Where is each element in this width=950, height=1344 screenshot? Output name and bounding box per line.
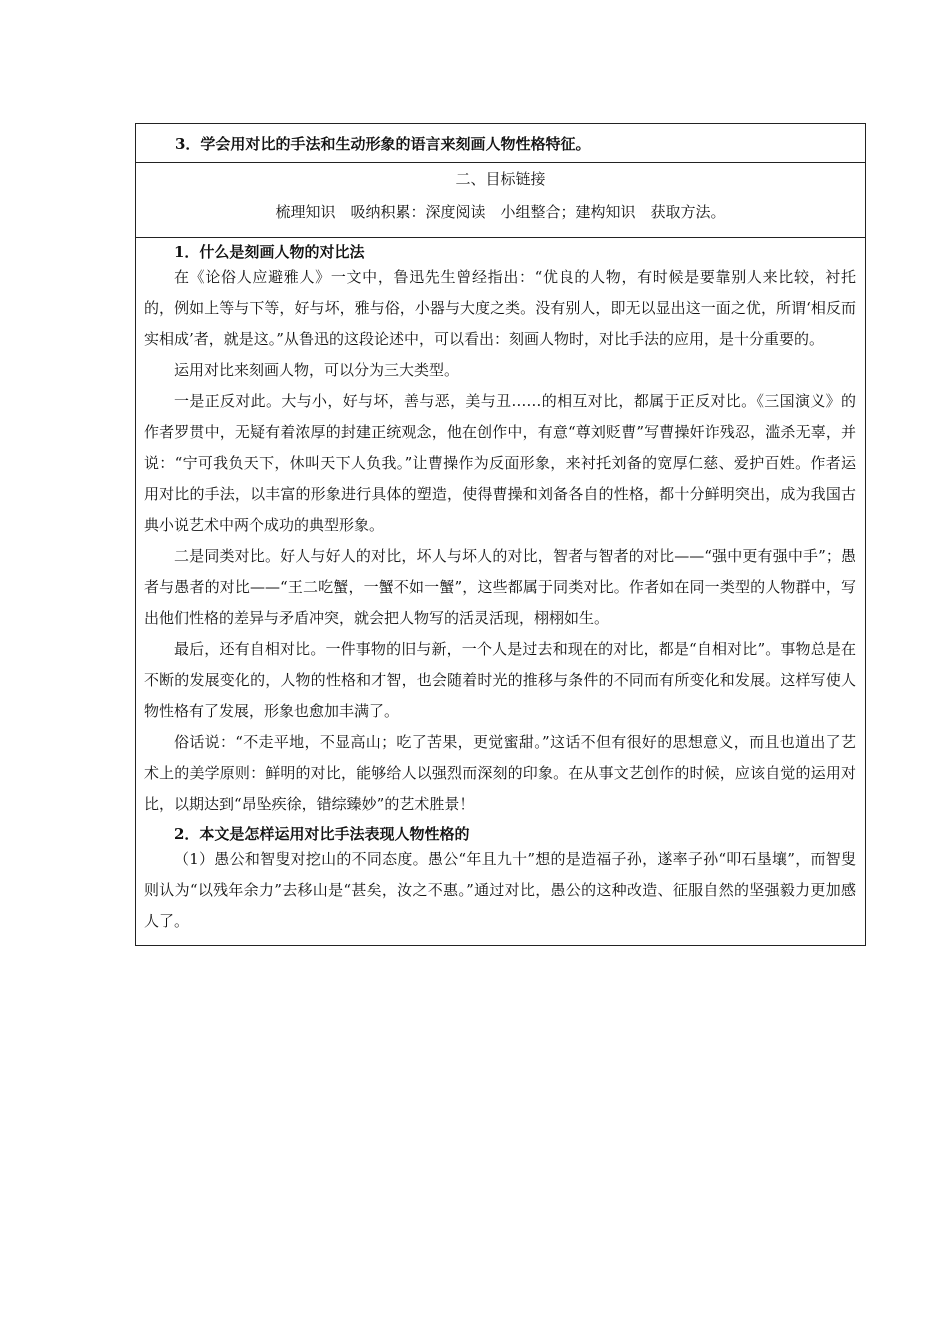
objective-row	[136, 124, 865, 163]
section-header-row	[136, 163, 865, 238]
part2-heading: 2．本文是怎样运用对比手法表现人物性格的	[174, 825, 470, 843]
part1-paragraph-5: 最后，还有自相对比。一件事物的旧与新，一个人是过去和现在的对比，都是“自相对比”。事物总是在不断的发展变化的，人物的性格和才智，也会随着时光的推移与条件的不同而有所变化和发展。这样写使人物性格有了发展，形象也愈加丰满了。	[144, 640, 856, 720]
bottom-spacer	[144, 937, 856, 945]
content-cell	[136, 242, 865, 945]
part1-paragraph-3: 一是正反对此。大与小，好与坏，善与恶，美与丑……的相互对比，都属于正反对比。《三国演义》的作者罗贯中，无疑有着浓厚的封建正统观念，他在创作中，有意“尊刘贬曹”写曹操奸诈残忍，滥杀无辜，并说：“宁可我负天下，休叫天下人负我。”让曹操作为反面形象，来衬托刘备的宽厚仁慈、爱护百姓。作者运用对比的手法，以丰富的形象进行具体的塑造，使得曹操和刘备各自的性格，都十分鲜明突出，成为我国古典小说艺术中两个成功的典型形象。	[144, 392, 856, 534]
part1-paragraph-1: 在《论俗人应避雅人》一文中，鲁迅先生曾经指出：“优良的人物，有时候是要靠别人来比较，衬托的，例如上等与下等，好与坏，雅与俗，小器与大度之类。没有别人，即无以显出这一面之优，所谓‘相反而实相成’者，就是这。”从鲁迅的这段论述中，可以看出：刻画人物时，对比手法的应用，是十分重要的。	[144, 268, 856, 348]
part1-paragraph-2: 运用对比来刻画人物，可以分为三大类型。	[174, 361, 460, 379]
section-subtitle: 梳理知识 吸纳积累：深度阅读 小组整合；建构知识 获取方法。	[275, 203, 726, 221]
objective-3-text: 3．学会用对比的手法和生动形象的语言来刻画人物性格特征。	[175, 135, 591, 153]
document-table	[135, 123, 866, 946]
section-title: 二、目标链接	[455, 170, 546, 188]
part1-heading: 1．什么是刻画人物的对比法	[174, 243, 365, 261]
part1-paragraph-4: 二是同类对比。好人与好人的对比，坏人与坏人的对比，智者与智者的对比——“强中更有强中手”；愚者与愚者的对比——“王二吃蟹，一蟹不如一蟹”，这些都属于同类对比。作者如在同一类型的人物群中，写出他们性格的差异与矛盾冲突，就会把人物写的活灵活现，栩栩如生。	[144, 547, 856, 627]
part2-paragraph-1: （1）愚公和智叟对挖山的不同态度。愚公“年且九十”想的是造福子孙，遂率子孙“叩石垦壤”，而智叟则认为“以残年余力”去移山是“甚矣，汝之不惠。”通过对比，愚公的这种改造、征服自然的坚强毅力更加感人了。	[144, 850, 856, 930]
part1-paragraph-6: 俗话说：“不走平地，不显高山；吃了苦果，更觉蜜甜。”这话不但有很好的思想意义，而且也道出了艺术上的美学原则：鲜明的对比，能够给人以强烈而深刻的印象。在从事文艺创作的时候，应该自觉的运用对比，以期达到“昂坠疾徐，错综臻妙”的艺术胜景！	[144, 733, 856, 813]
